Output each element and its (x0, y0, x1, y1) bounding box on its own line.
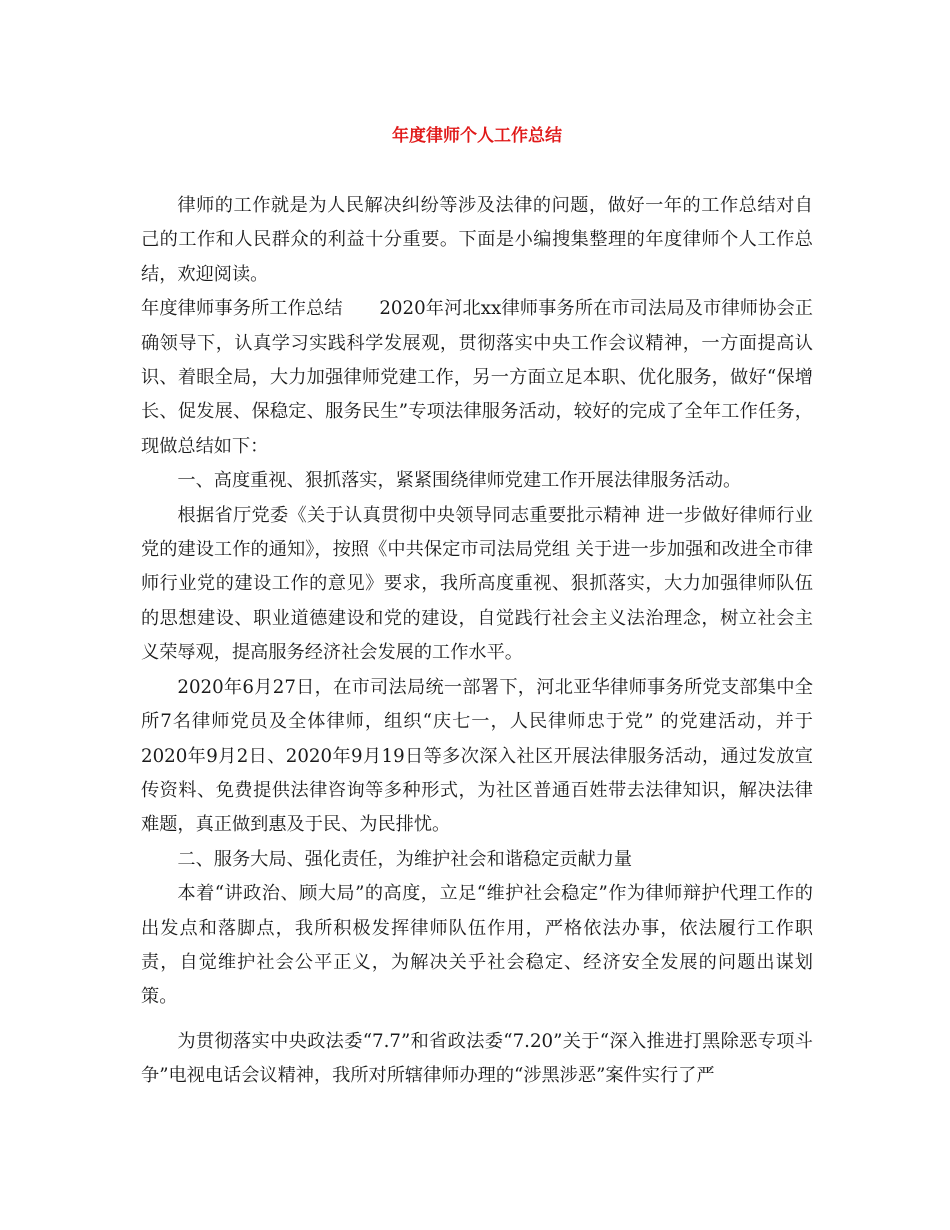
document-title: 年度律师个人工作总结 (392, 126, 562, 146)
intro-paragraph: 律师的工作就是为人民解决纠纷等涉及法律的问题，做好一年的工作总结对自己的工作和人民群众的利益十分重要。下面是小编搜集整理的年度律师个人工作总结，欢迎阅读。 (141, 195, 813, 285)
body-paragraph: 根据省厅党委《关于认真贯彻中央领导同志重要批示精神 进一步做好律师行业党的建设工作的通知》，按照《中共保定市司法局党组 关于进一步加强和改进全市律师行业党的建设工作的意见》要求，我所高度重视、狠抓落实，大力加强律师队伍的思想建设、职业道德建设和党的建设，自觉践行社会主义法治理念，树立社会主义荣辱观，提高服务经济社会发展的工作水平。 (141, 504, 813, 664)
section-heading-1: 一、高度重视、狠抓落实，紧紧围绕律师党建工作开展法律服务活动。 (177, 470, 742, 492)
summary-paragraph: 年度律师事务所工作总结 2020年河北xx律师事务所在市司法局及市律师协会正确领导下，认真学习实践科学发展观，贯彻落实中央工作会议精神，一方面提高认识、着眼全局，大力加强律师党建工作，另一方面立足本职、优化服务，做好“保增长、促发展、保稳定、服务民生”专项法律服务活动，较好的完成了全年工作任务，现做总结如下： (141, 298, 813, 457)
document-body (141, 189, 813, 1094)
body-paragraph: 2020年6月27日，在市司法局统一部署下，河北亚华律师事务所党支部集中全所7名律师党员及全体律师，组织“庆七一，人民律师忠于党” 的党建活动，并于2020年9月2日、2020年9月19日等多次深入社区开展法律服务活动，通过发放宣传资料、免费提供法律咨询等多种形式，为社区普通百姓带去法律知识，解决法律难题，真正做到惠及于民、为民排忧。 (141, 676, 813, 836)
body-paragraph: 为贯彻落实中央政法委“7.7”和省政法委“7.20”关于“深入推进打黑除恶专项斗争”电视电话会议精神，我所对所辖律师办理的“涉黑涉恶”案件实行了严 (141, 1030, 813, 1087)
section-heading-2: 二、服务大局、强化责任，为维护社会和谐稳定贡献力量 (177, 848, 633, 870)
body-paragraph: 本着“讲政治、顾大局”的高度，立足“维护社会稳定”作为律师辩护代理工作的出发点和落脚点，我所积极发挥律师队伍作用，严格依法办事，依法履行工作职责，自觉维护社会公平正义，为解决关乎社会稳定、经济安全发展的问题出谋划策。 (141, 883, 813, 1008)
